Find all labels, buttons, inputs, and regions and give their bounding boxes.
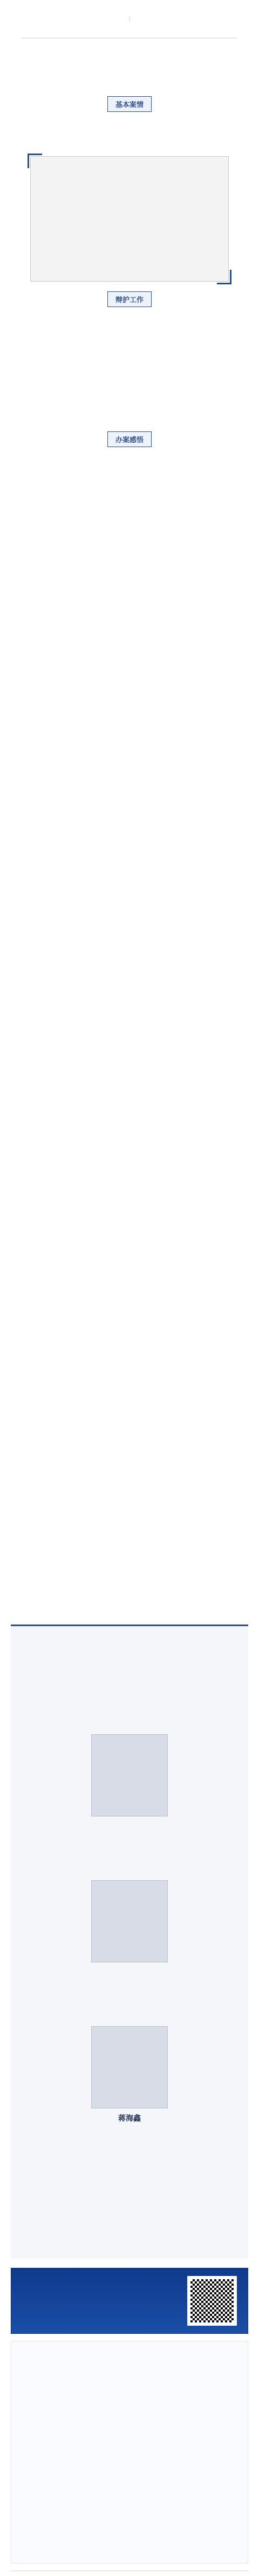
lawyer-card (32, 2026, 227, 2151)
quote-corner-bottom (217, 270, 231, 284)
case-quote-box (30, 156, 229, 282)
section-comment (30, 431, 229, 447)
quote-corner-top (28, 154, 42, 168)
section-case (30, 96, 229, 112)
article-meta (0, 0, 259, 38)
comment-p1 (30, 454, 229, 486)
contact-item (19, 2468, 240, 2485)
contact-item (19, 2537, 240, 2554)
contact-item (19, 2520, 240, 2537)
section-comment-title: 办案感悟 (107, 431, 152, 447)
contact-item (19, 2433, 240, 2451)
article-intro (30, 54, 229, 86)
contact-item (19, 2502, 240, 2520)
contact-item (19, 2364, 240, 2381)
team-intro (22, 1653, 237, 1718)
contact-item (19, 2485, 240, 2502)
defense-p1 (30, 314, 229, 346)
qr-banner (11, 2268, 248, 2334)
lawyer-name: 蒋海鑫 (118, 2114, 141, 2123)
contact-item (19, 2451, 240, 2468)
contact-list (11, 2341, 248, 2564)
article-body (30, 54, 229, 490)
defense-p2 (30, 352, 229, 385)
defense-p3 (30, 389, 229, 422)
lawyer-card (32, 1880, 227, 2005)
qr-code-icon[interactable] (187, 2276, 237, 2326)
contact-item (19, 2347, 240, 2364)
section-case-title: 基本案情 (107, 96, 152, 112)
meta-separator: | (128, 16, 131, 22)
contact-item (19, 2399, 240, 2416)
section-defense (30, 291, 229, 307)
section-defense-title: 辩护工作 (107, 291, 152, 307)
contact-item (19, 2416, 240, 2433)
lawyer-photo (91, 2026, 168, 2108)
contact-item (19, 2381, 240, 2399)
case-text (30, 118, 229, 151)
lawyer-photo (91, 1880, 168, 1962)
team-section (11, 1625, 248, 2259)
lawyer-photo (91, 1734, 168, 1816)
lawyer-card (32, 1734, 227, 1859)
